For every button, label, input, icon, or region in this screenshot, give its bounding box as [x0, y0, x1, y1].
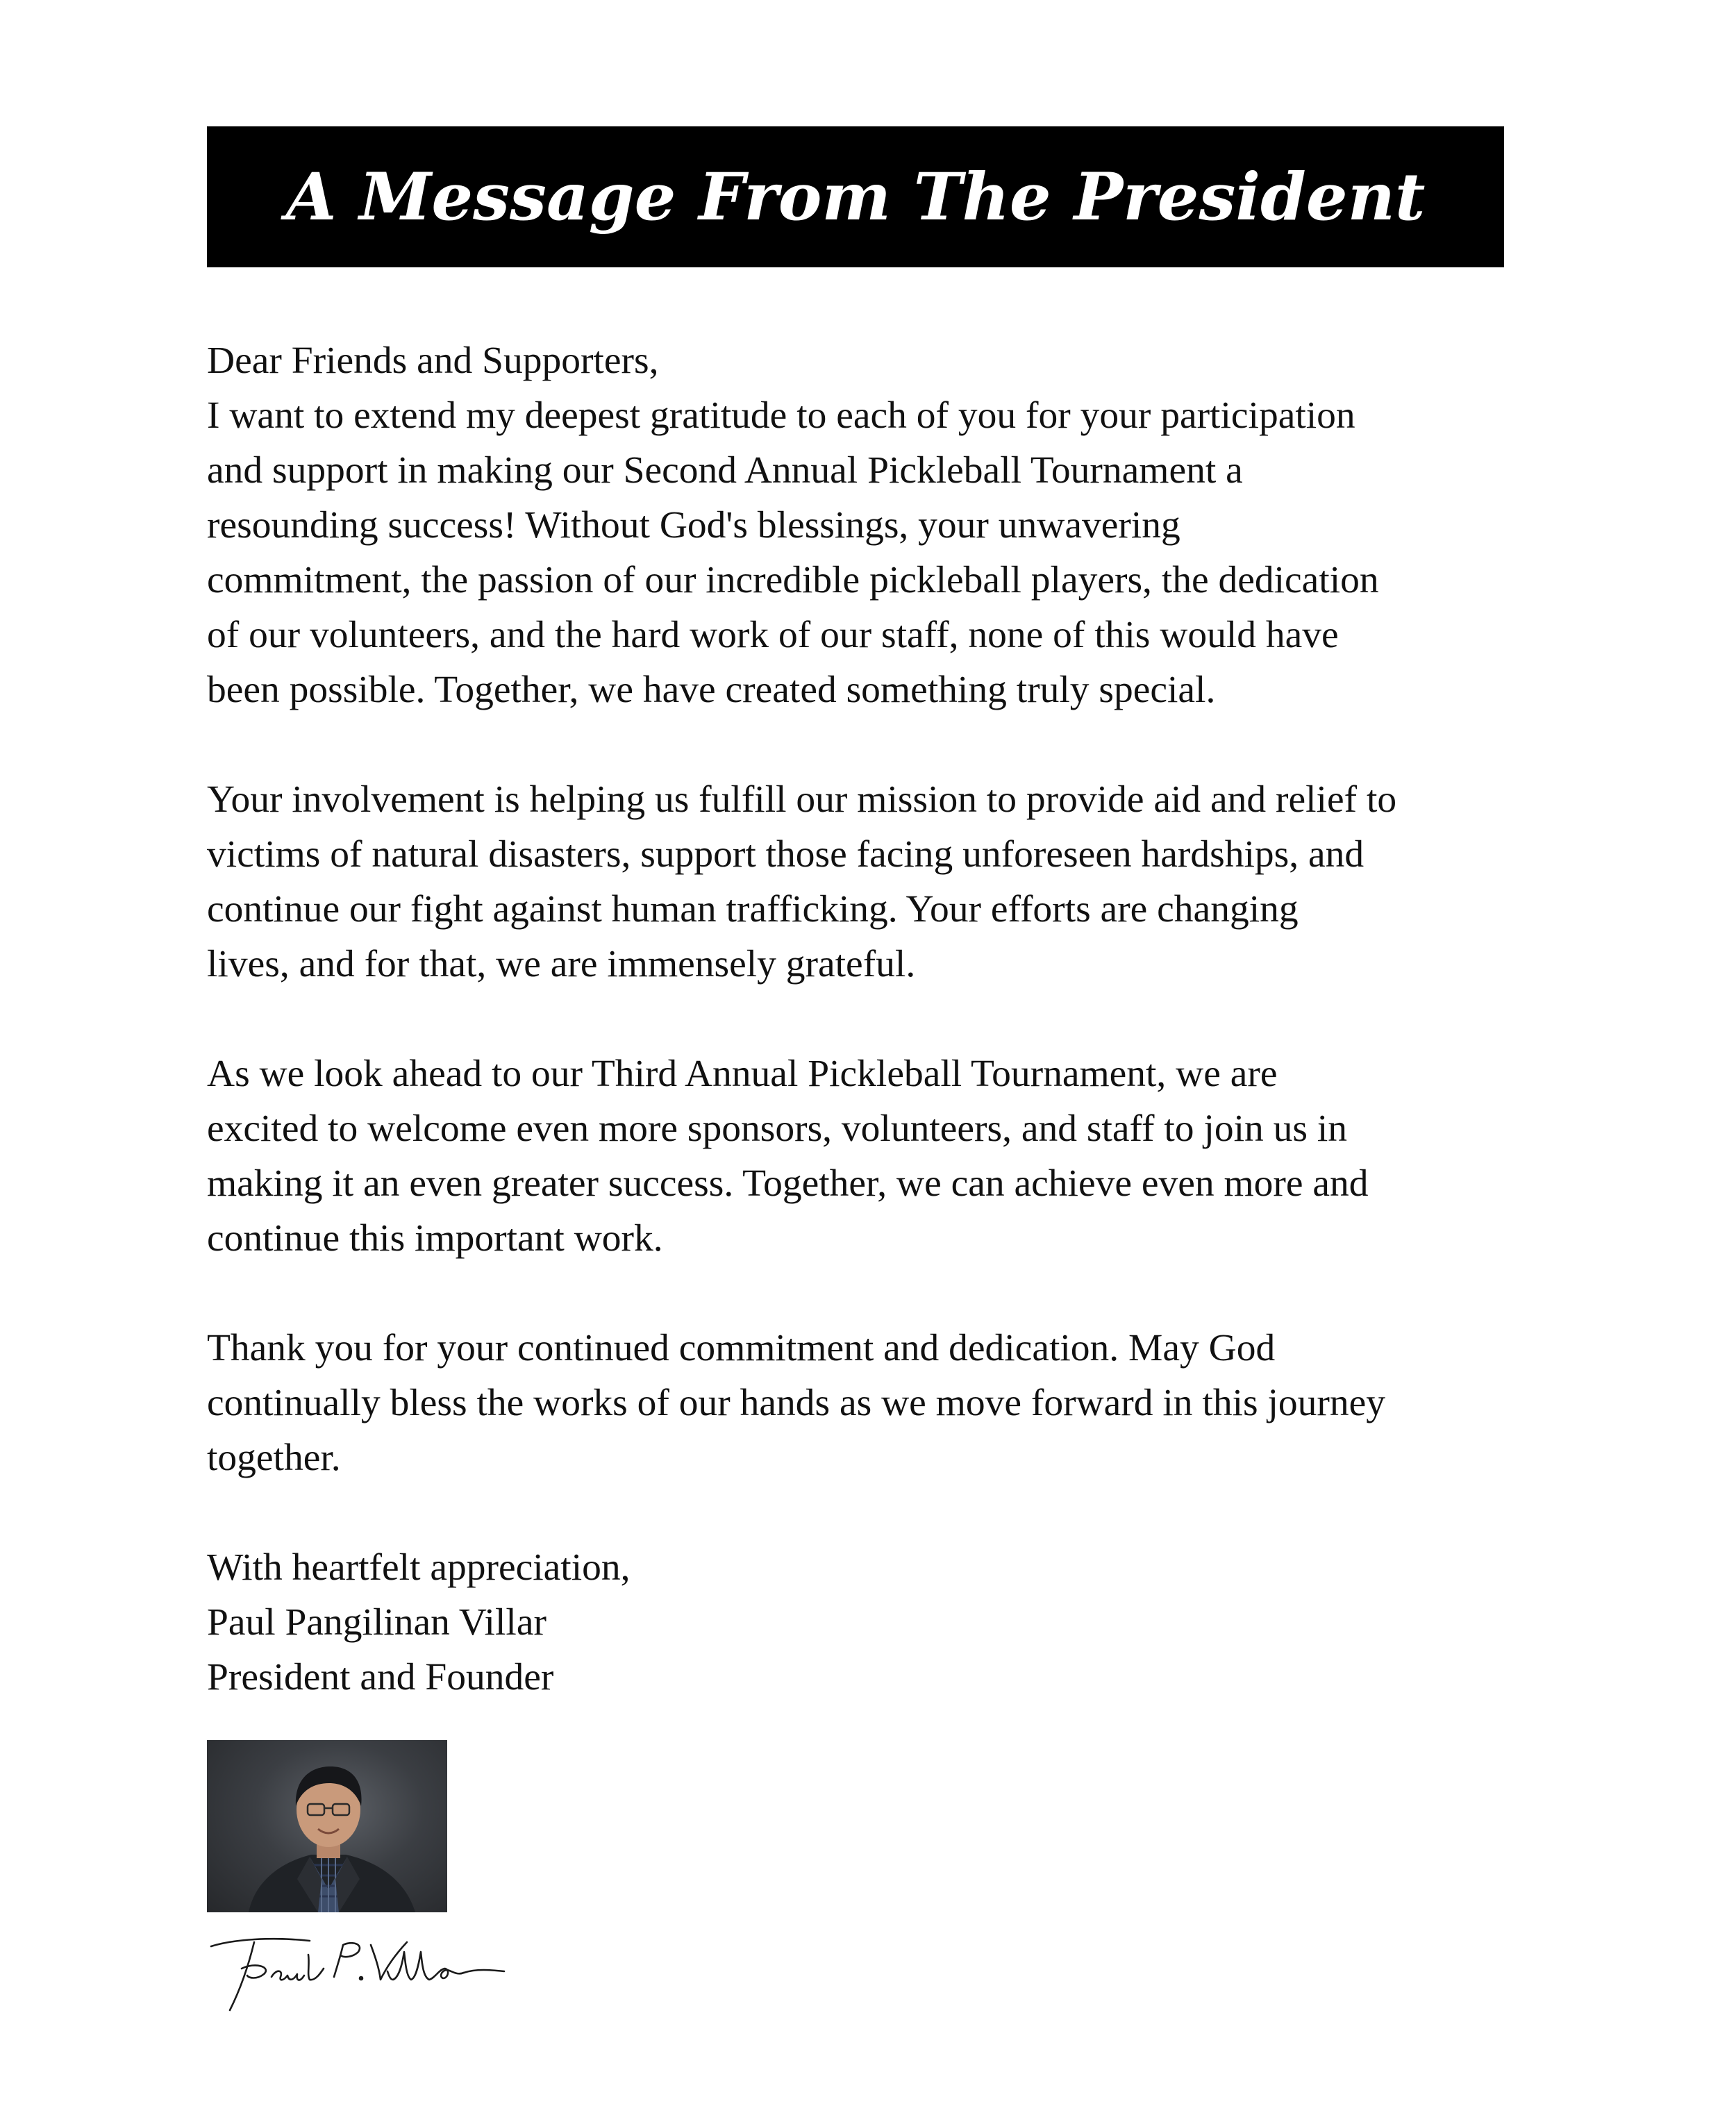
paragraph-2: [207, 772, 1554, 992]
page-title: A Message From The President: [285, 158, 1426, 235]
paragraph-2-line: continue our fight against human trafficking. Your efforts are changing: [207, 888, 1299, 930]
greeting: Dear Friends and Supporters,: [207, 340, 659, 382]
paragraph-2-line: Your involvement is helping us fulfill our mission to provide aid and relief to: [207, 778, 1397, 821]
paragraph-2-line: lives, and for that, we are immensely grateful.: [207, 943, 916, 985]
paragraph-1-line: of our volunteers, and the hard work of our staff, none of this would have: [207, 614, 1339, 656]
title-banner: [207, 126, 1504, 267]
signer-title: President and Founder: [207, 1656, 554, 1698]
paragraph-3-line: making it an even greater success. Together, we can achieve even more and: [207, 1162, 1369, 1205]
paragraph-4-line: together.: [207, 1437, 341, 1479]
paragraph-3-line: continue this important work.: [207, 1217, 663, 1260]
paragraph-3-line: As we look ahead to our Third Annual Pickleball Tournament, we are: [207, 1053, 1278, 1095]
paragraph-1-line: and support in making our Second Annual Pickleball Tournament a: [207, 449, 1243, 492]
paragraph-2-line: victims of natural disasters, support those facing unforeseen hardships, and: [207, 833, 1364, 876]
letter-body: [207, 333, 1554, 1705]
paragraph-4-line: Thank you for your continued commitment and dedication. May God: [207, 1327, 1276, 1369]
paragraph-1-line: commitment, the passion of our incredible pickleball players, the dedication: [207, 559, 1379, 601]
signer-name: Paul Pangilinan Villar: [207, 1601, 546, 1644]
paragraph-4: [207, 1321, 1554, 1485]
paragraph-1-line: I want to extend my deepest gratitude to each of you for your participation: [207, 394, 1355, 437]
paragraph-3: [207, 1046, 1554, 1266]
paragraph-4-line: continually bless the works of our hands as we move forward in this journey: [207, 1382, 1386, 1424]
paragraph-1-line: resounding success! Without God's blessings, your unwavering: [207, 504, 1180, 546]
president-portrait-photo: [207, 1740, 447, 1912]
handwritten-signature: [206, 1927, 511, 2017]
closing: With heartfelt appreciation,: [207, 1546, 631, 1589]
paragraph-3-line: excited to welcome even more sponsors, volunteers, and staff to join us in: [207, 1108, 1348, 1150]
paragraph-1: [207, 388, 1554, 717]
paragraph-1-line: been possible. Together, we have created something truly special.: [207, 669, 1216, 711]
